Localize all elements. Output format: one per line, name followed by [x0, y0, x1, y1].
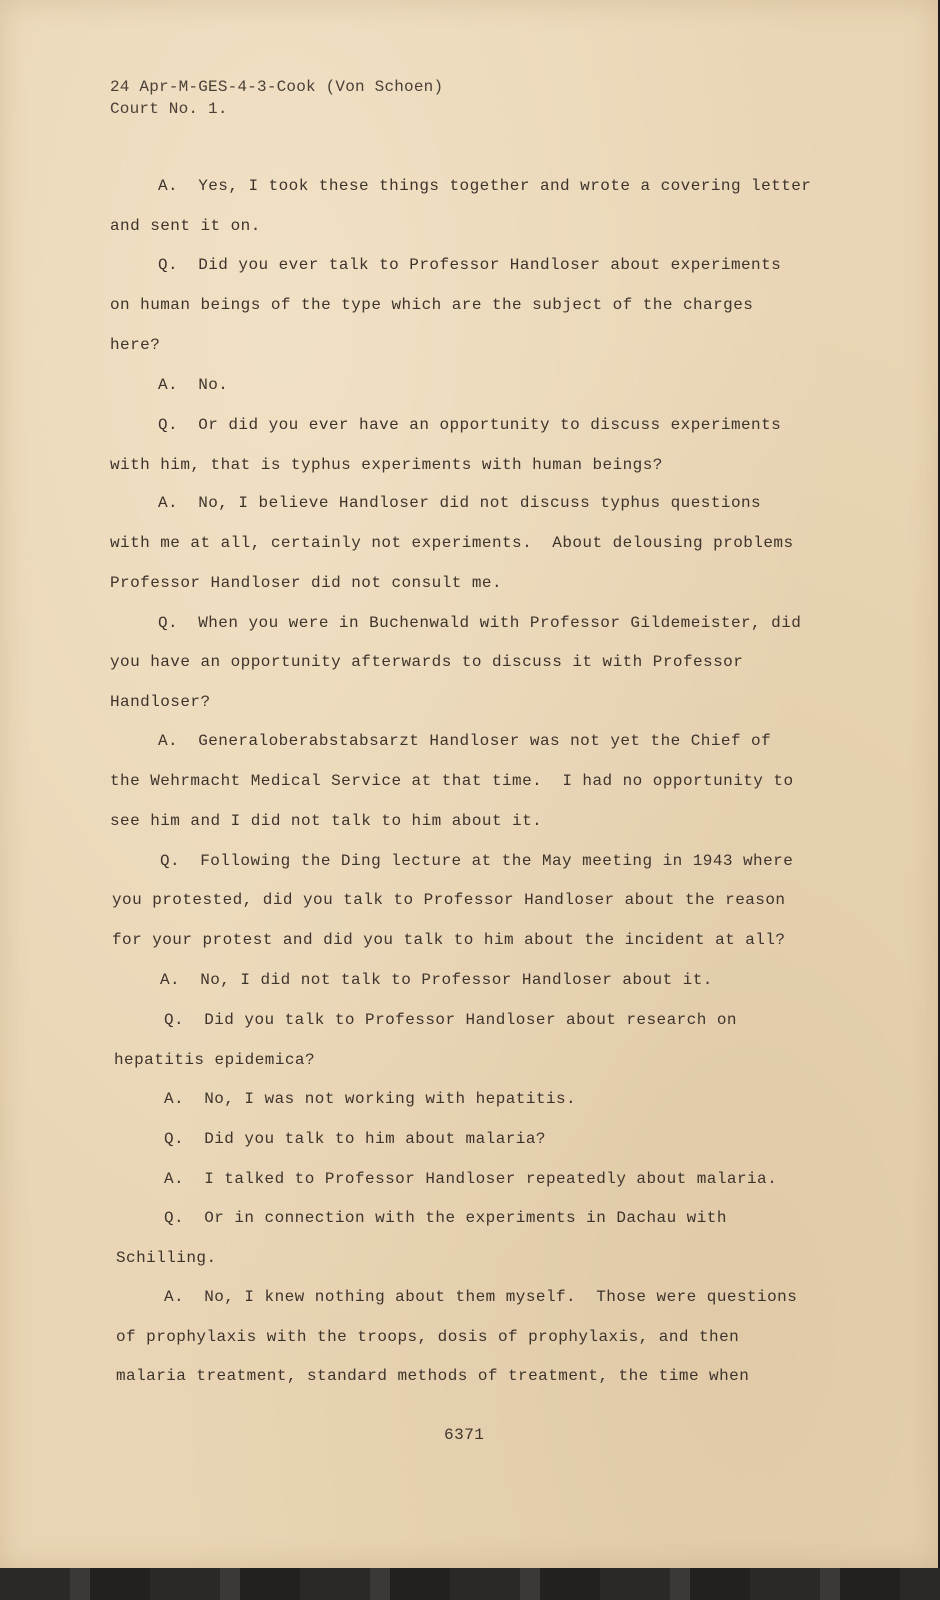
transcript-line: Q. Did you talk to him about malaria?	[164, 1130, 546, 1148]
transcript-line: Q. Or did you ever have an opportunity to discuss experiments	[158, 416, 782, 434]
document-header	[110, 76, 443, 120]
transcript-line: A. I talked to Professor Handloser repeatedly about malaria.	[164, 1170, 778, 1188]
transcript-line: A. No, I was not working with hepatitis.	[164, 1090, 577, 1108]
transcript-line: A. No.	[158, 376, 229, 394]
transcript-line: see him and I did not talk to him about it.	[110, 812, 543, 830]
transcript-line: with me at all, certainly not experiments. About delousing problems	[110, 534, 794, 552]
transcript-line: Q. Or in connection with the experiments in Dachau with	[164, 1209, 727, 1227]
transcript-line: you have an opportunity afterwards to discuss it with Professor	[110, 653, 744, 671]
transcript-line: Q. Following the Ding lecture at the May meeting in 1943 where	[160, 852, 794, 870]
transcript-line: A. No, I believe Handloser did not discuss typhus questions	[158, 494, 762, 512]
transcript-line: A. Yes, I took these things together and wrote a covering letter	[158, 177, 812, 195]
transcript-line: of prophylaxis with the troops, dosis of prophylaxis, and then	[116, 1328, 740, 1346]
transcript-line: A. No, I knew nothing about them myself. Those were questions	[164, 1288, 798, 1306]
transcript-line: hepatitis epidemica?	[114, 1051, 316, 1069]
transcript-line: Schilling.	[116, 1249, 217, 1267]
transcript-line: the Wehrmacht Medical Service at that time. I had no opportunity to	[110, 772, 794, 790]
transcript-line: A. No, I did not talk to Professor Handloser about it.	[160, 971, 713, 989]
page-number: 6371	[444, 1426, 485, 1444]
transcript-line: and sent it on.	[110, 217, 261, 235]
header-court-number: Court No. 1.	[110, 100, 228, 118]
transcript-line: malaria treatment, standard methods of treatment, the time when	[116, 1367, 750, 1385]
transcript-line: for your protest and did you talk to him about the incident at all?	[112, 931, 786, 949]
transcript-line: Q. When you were in Buchenwald with Professor Gildemeister, did	[158, 614, 802, 632]
transcript-line: on human beings of the type which are the subject of the charges	[110, 296, 754, 314]
transcript-line: Q. Did you talk to Professor Handloser about research on	[164, 1011, 737, 1029]
scanner-background-strip	[0, 1568, 940, 1600]
header-case-reference: 24 Apr-M-GES-4-3-Cook (Von Schoen)	[110, 78, 444, 96]
transcript-line: Q. Did you ever talk to Professor Handloser about experiments	[158, 256, 782, 274]
transcript-line: A. Generaloberabstabsarzt Handloser was not yet the Chief of	[158, 732, 772, 750]
transcript-line: with him, that is typhus experiments with human beings?	[110, 456, 663, 474]
transcript-line: you protested, did you talk to Professor Handloser about the reason	[112, 891, 786, 909]
transcript-line: Professor Handloser did not consult me.	[110, 574, 503, 592]
transcript-line: here?	[110, 336, 161, 354]
transcript-line: Handloser?	[110, 693, 211, 711]
